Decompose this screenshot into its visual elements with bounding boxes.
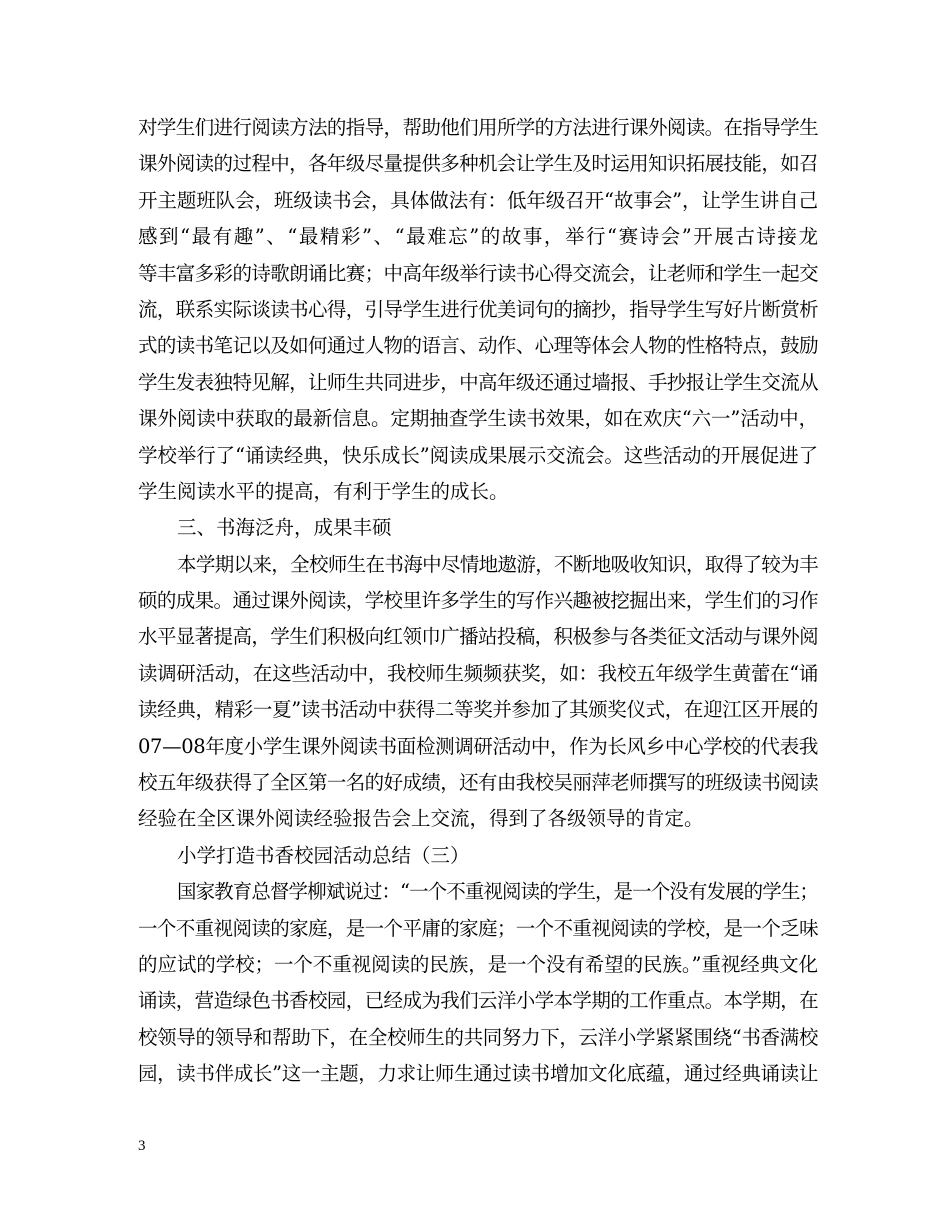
paragraph-reading-activities [138, 110, 818, 510]
text-line: 学生阅读水平的提高，有利于学生的成长。 [138, 479, 509, 503]
text-line: 的应试的学校；一个不重视阅读的民族，是一个没有希望的民族。”重视经典文化 [138, 952, 818, 976]
text-line: 水平显著提高，学生们积极向红领巾广播站投稿，积极参与各类征文活动与课外阅 [138, 625, 818, 649]
text-line: 开主题班队会，班级读书会，具体做法有：低年级召开“故事会”，让学生讲自己 [138, 188, 818, 212]
text-line: 学生发表独特见解，让师生共同进步，中高年级还通过墙报、手抄报让学生交流从 [138, 370, 818, 394]
text-line: 式的读书笔记以及如何通过人物的语言、动作、心理等体会人物的性格特点，鼓励 [138, 334, 818, 358]
text-line: 诵读，营造绿色书香校园，已经成为我们云洋小学本学期的工作重点。本学期，在 [138, 989, 818, 1013]
document-body [138, 110, 818, 1093]
text-line: 一个不重视阅读的家庭，是一个平庸的家庭；一个不重视阅读的学校，是一个乏味 [138, 916, 818, 940]
text-line: 课外阅读的过程中，各年级尽量提供多种机会让学生及时运用知识拓展技能，如召 [138, 152, 818, 176]
text-line: 学校举行了“诵读经典，快乐成长”阅读成果展示交流会。这些活动的开展促进了 [138, 443, 818, 467]
text-line: 校领导的领导和帮助下，在全校师生的共同努力下，云洋小学紧紧围绕“书香满校 [138, 1025, 818, 1049]
text-line: 硕的成果。通过课外阅读，学校里许多学生的写作兴趣被挖掘出来，学生们的习作 [138, 589, 818, 613]
text-line: 对学生们进行阅读方法的指导，帮助他们用所学的方法进行课外阅读。在指导学生 [138, 116, 818, 139]
summary-title: 小学打造书香校园活动总结（三） [177, 843, 470, 867]
text-line: 经验在全区课外阅读经验报告会上交流，得到了各级领导的肯定。 [138, 807, 704, 831]
text-line: 07—08年度小学生课外阅读书面检测调研活动中，作为长风乡中心学校的代表我 [138, 734, 818, 758]
text-line: 感到“最有趣”、“最精彩”、“最难忘”的故事，举行“赛诗会”开展古诗接龙 [138, 225, 818, 249]
text-line: 本学期以来，全校师生在书海中尽情地遨游，不断地吸收知识，取得了较为丰 [177, 552, 818, 576]
page-number: 3 [138, 1138, 146, 1154]
paragraph-achievements [138, 547, 818, 838]
text-line: 读经典，精彩一夏”读书活动中获得二等奖并参加了其颁奖仪式，在迎江区开展的 [138, 698, 818, 722]
text-line: 园，读书伴成长”这一主题，力求让师生通过读书增加文化底蕴，通过经典诵读让 [138, 1062, 818, 1086]
text-line: 校五年级获得了全区第一名的好成绩，还有由我校吴丽萍老师撰写的班级读书阅读 [138, 771, 818, 795]
section-heading: 三、书海泛舟，成果丰硕 [177, 516, 392, 540]
text-line: 国家教育总督学柳斌说过：“一个不重视阅读的学生，是一个没有发展的学生； [177, 880, 818, 904]
text-line: 流，联系实际谈读书心得，引导学生进行优美词句的摘抄，指导学生写好片断赏析 [138, 297, 818, 321]
text-line: 读调研活动，在这些活动中，我校师生频频获奖，如：我校五年级学生黄蕾在“诵 [138, 661, 818, 685]
text-line: 等丰富多彩的诗歌朗诵比赛；中高年级举行读书心得交流会，让老师和学生一起交 [138, 261, 818, 285]
paragraph-introduction [138, 874, 818, 1092]
text-line: 课外阅读中获取的最新信息。定期抽查学生读书效果，如在欢庆“六一”活动中， [138, 407, 818, 431]
